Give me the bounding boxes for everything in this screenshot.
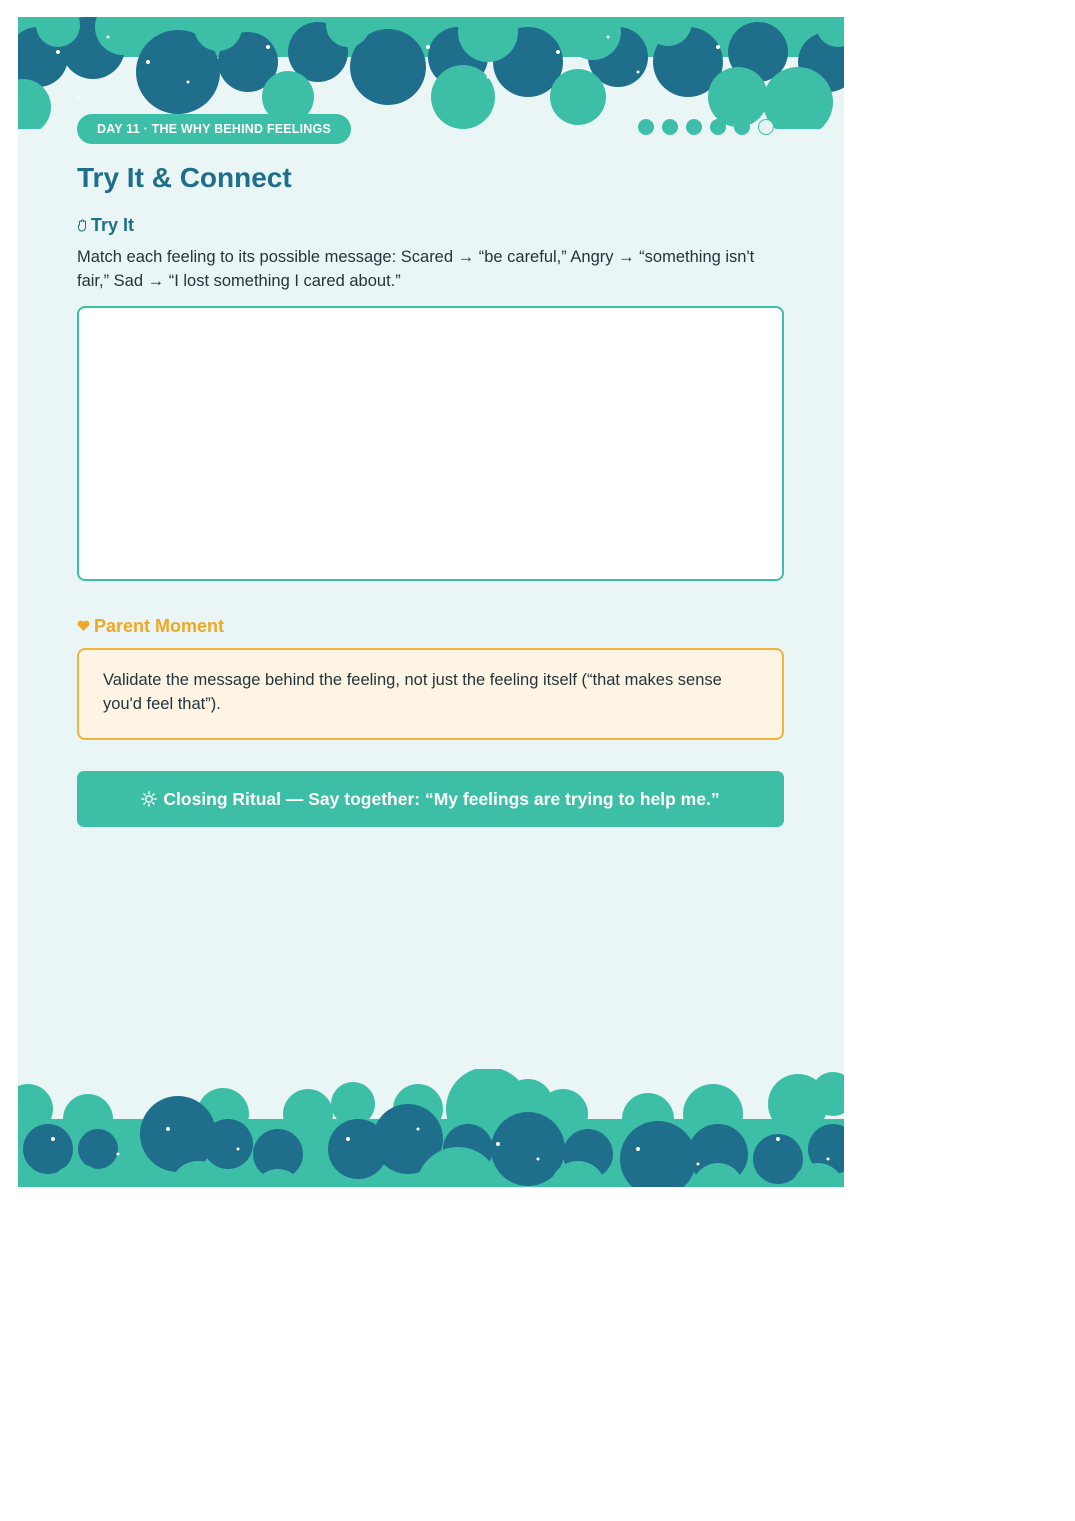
answer-box[interactable] [77, 306, 784, 581]
progress-dot-complete [734, 119, 750, 135]
page-title: Try It & Connect [77, 162, 292, 193]
sun-icon [141, 791, 157, 807]
closing-ritual-banner [77, 771, 784, 827]
try-it-instructions: Match each feeling to its possible message: Scared → “be careful,” Angry → “something isn't fair,” Sad → “I lost something I cared about.” [77, 248, 755, 290]
closing-ritual-text: Closing Ritual — Say together: “My feelings are trying to help me.” [163, 788, 720, 809]
hand-icon [77, 219, 87, 232]
progress-dot-incomplete [758, 119, 774, 135]
cloud-decoration-top [18, 17, 844, 129]
progress-dot-complete [686, 119, 702, 135]
worksheet-page [18, 17, 844, 1187]
day-label-pill: DAY 11 · THE WHY BEHIND FEELINGS [77, 114, 351, 144]
parent-moment-heading [77, 615, 224, 637]
try-it-heading-label: Try It [91, 215, 135, 235]
cloud-decoration-bottom [18, 1069, 844, 1187]
parent-moment-text: Validate the message behind the feeling, not just the feeling itself (“that makes sense you'd feel that”). [103, 671, 722, 713]
parent-moment-heading-label: Parent Moment [94, 616, 225, 636]
progress-dot-complete [662, 119, 678, 135]
progress-dots [638, 119, 774, 135]
heart-icon [77, 620, 90, 632]
progress-dot-complete [638, 119, 654, 135]
try-it-heading [77, 214, 134, 236]
parent-moment-box [77, 648, 784, 740]
progress-dot-complete [710, 119, 726, 135]
